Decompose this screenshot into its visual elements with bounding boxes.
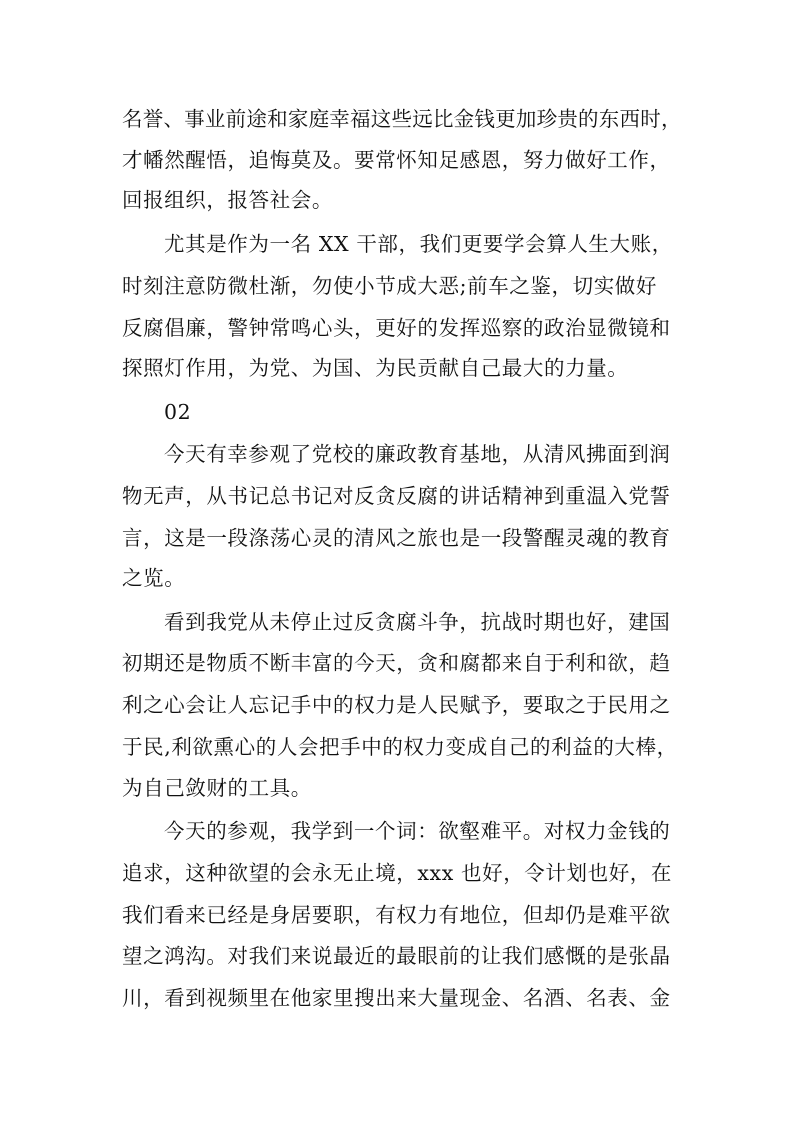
paragraph-2-line-2: 时刻注意防微杜渐，勿使小节成大恶;前车之鉴，切实做好	[122, 274, 658, 298]
paragraph-1-line-2: 才幡然醒悟，追悔莫及。要常怀知足感恩，努力做好工作，	[122, 148, 671, 172]
paragraph-2-line-1: 尤其是作为一名 XX 干部，我们更要学会算人生大账，	[164, 232, 673, 256]
paragraph-4-line-1: 今天有幸参观了党校的廉政教育基地，从清风拂面到润	[164, 442, 671, 466]
paragraph-6-line-4: 望之鸿沟。对我们来说最近的最眼前的让我们感慨的是张晶	[122, 944, 671, 968]
paragraph-5-line-2: 初期还是物质不断丰富的今天，贪和腐都来自于利和欲，趋	[122, 651, 671, 675]
paragraph-4-line-2: 物无声，从书记总书记对反贪反腐的讲话精神到重温入党誓	[122, 484, 671, 508]
paragraph-5-line-1: 看到我党从未停止过反贪腐斗争，抗战时期也好，建国	[164, 610, 671, 634]
paragraph-5-line-3: 利之心会让人忘记手中的权力是人民赋予，要取之于民用之	[122, 693, 671, 717]
paragraph-2-line-4: 探照灯作用，为党、为国、为民贡献自己最大的力量。	[122, 356, 629, 380]
paragraph-6-line-2: 追求，这种欲望的会永无止境，xxx 也好，令计划也好，在	[122, 861, 672, 885]
paragraph-4-line-3: 言，这是一段涤荡心灵的清风之旅也是一段警醒灵魂的教育	[122, 526, 671, 550]
paragraph-4-line-4: 之览。	[122, 566, 186, 590]
section-number: 02	[164, 400, 192, 424]
paragraph-1-line-1: 名誉、事业前途和家庭幸福这些远比金钱更加珍贵的东西时，	[122, 107, 682, 131]
paragraph-2-line-3: 反腐倡廉，警钟常鸣心头，更好的发挥巡察的政治显微镜和	[122, 316, 671, 340]
paragraph-5-line-4: 于民,利欲熏心的人会把手中的权力变成自己的利益的大棒，	[122, 735, 678, 759]
paragraph-1-line-3: 回报组织，报答社会。	[122, 188, 333, 212]
paragraph-6-line-5: 川，看到视频里在他家里搜出来大量现金、名酒、名表、金	[122, 986, 671, 1010]
paragraph-6-line-3: 我们看来已经是身居要职，有权力有地位，但却仍是难平欲	[122, 903, 671, 927]
paragraph-5-line-5: 为自己敛财的工具。	[122, 776, 312, 800]
paragraph-6-line-1: 今天的参观，我学到一个词：欲壑难平。对权力金钱的	[164, 819, 671, 843]
